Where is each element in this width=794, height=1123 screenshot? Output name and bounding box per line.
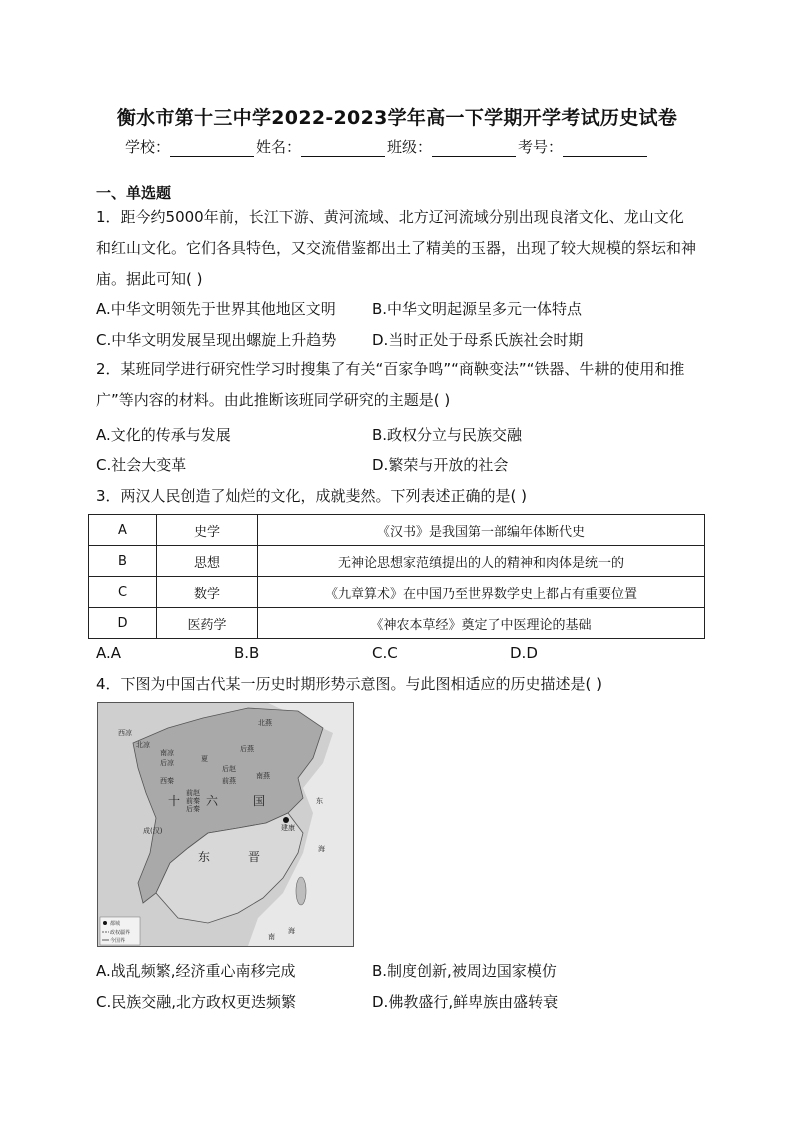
map-label: 西秦 xyxy=(160,777,174,785)
map-label: 海 xyxy=(288,927,295,935)
table-cell: 无神论思想家范缜提出的人的精神和肉体是统一的 xyxy=(258,546,705,577)
map-label: 北凉 xyxy=(136,741,150,749)
q1-option-d[interactable]: D.当时正处于母系氏族社会时期 xyxy=(372,331,584,349)
table-cell: 医药学 xyxy=(157,608,258,639)
table-cell: C xyxy=(89,577,157,608)
map-label: 海 xyxy=(318,845,325,853)
q1-option-a[interactable]: A.中华文明领先于世界其他地区文明 xyxy=(96,300,336,318)
table-cell: A xyxy=(89,515,157,546)
table-cell: 数学 xyxy=(157,577,258,608)
question-3-stem: 3．两汉人民创造了灿烂的文化，成就斐然。下列表述正确的是( ) xyxy=(96,487,528,505)
q3-table xyxy=(88,514,705,639)
section-heading: 一、单选题 xyxy=(96,184,172,202)
q1-option-c[interactable]: C.中华文明发展呈现出螺旋上升趋势 xyxy=(96,331,337,349)
number-label: 考号： xyxy=(518,138,564,156)
historical-map xyxy=(97,702,354,947)
map-label: 晋 xyxy=(248,850,261,864)
q2-option-d[interactable]: D.繁荣与开放的社会 xyxy=(372,456,509,474)
name-label: 姓名： xyxy=(256,138,302,156)
map-label: 成(汉) xyxy=(143,827,163,835)
map-label: 后秦 xyxy=(186,805,200,813)
map-label: 南 xyxy=(268,933,275,941)
table-cell: 《汉书》是我国第一部编年体断代史 xyxy=(258,515,705,546)
q1-option-b[interactable]: B.中华文明起源呈多元一体特点 xyxy=(372,300,583,318)
map-label: 国 xyxy=(253,794,266,808)
legend-capital-icon xyxy=(103,921,107,925)
map-label: 东 xyxy=(198,850,211,864)
question-4-stem: 4．下图为中国古代某一历史时期形势示意图。与此图相适应的历史描述是( ) xyxy=(96,675,603,693)
capital-jiankang-icon xyxy=(283,817,289,823)
table-cell: B xyxy=(89,546,157,577)
legend-label: 都城 xyxy=(110,921,121,927)
q2-option-a[interactable]: A.文化的传承与发展 xyxy=(96,426,231,444)
student-info-line xyxy=(125,136,649,157)
table-cell: 《九章算术》在中国乃至世界数学史上都占有重要位置 xyxy=(258,577,705,608)
class-label: 班级： xyxy=(387,138,433,156)
table-row xyxy=(89,608,705,639)
question-2-stem: 2．某班同学进行研究性学习时搜集了有关“百家争鸣”“商鞅变法”“铁器、牛耕的使用和推广”等内容的材料。由此推断该班同学研究的主题是( ) xyxy=(96,360,685,409)
q4-option-c[interactable]: C.民族交融,北方政权更迭频繁 xyxy=(96,993,297,1011)
table-row xyxy=(89,577,705,608)
question-1-stem: 1．距今约5000年前，长江下游、黄河流域、北方辽河流域分别出现良渚文化、龙山文化和红山文化。它们各具特色，又交流借鉴都出土了精美的玉器，出现了较大规模的祭坛和神庙。据此可知( ) xyxy=(96,208,697,288)
map-label: 前燕 xyxy=(222,777,236,785)
q3-option-c[interactable]: C.C xyxy=(372,644,398,662)
map-label: 西凉 xyxy=(118,729,132,737)
q4-option-d[interactable]: D.佛教盛行,鲜卑族由盛转衰 xyxy=(372,993,559,1011)
number-blank[interactable] xyxy=(563,140,647,157)
q3-option-a[interactable]: A.A xyxy=(96,644,122,662)
school-label: 学校： xyxy=(125,138,171,156)
q4-option-a[interactable]: A.战乱频繁,经济重心南移完成 xyxy=(96,962,296,980)
q3-option-d[interactable]: D.D xyxy=(510,644,538,662)
map-label: 后赵 xyxy=(222,765,236,773)
map-label: 南燕 xyxy=(256,772,270,780)
map-label: 北燕 xyxy=(258,719,272,727)
map-label: 建康 xyxy=(281,824,295,832)
map-label: 后燕 xyxy=(240,745,254,753)
map-label: 南凉 xyxy=(160,749,174,757)
name-blank[interactable] xyxy=(301,140,385,157)
map-label: 十 xyxy=(168,794,181,808)
map-legend xyxy=(100,917,140,945)
table-cell: D xyxy=(89,608,157,639)
table-cell: 史学 xyxy=(157,515,258,546)
map-svg xyxy=(98,703,353,946)
map-label: 东 xyxy=(316,797,323,805)
map-label: 后凉 xyxy=(160,759,174,767)
class-blank[interactable] xyxy=(432,140,516,157)
q4-option-b[interactable]: B.制度创新,被周边国家模仿 xyxy=(372,962,557,980)
map-label: 夏 xyxy=(201,755,208,763)
table-row xyxy=(89,546,705,577)
map-label: 前赵 xyxy=(186,789,200,797)
table-cell: 思想 xyxy=(157,546,258,577)
taiwan-island xyxy=(296,877,306,905)
legend-label: 今国界 xyxy=(110,938,126,944)
school-blank[interactable] xyxy=(170,140,254,157)
q2-option-c[interactable]: C.社会大变革 xyxy=(96,456,187,474)
map-label: 前秦 xyxy=(186,797,200,805)
map-label: 六 xyxy=(206,794,219,808)
table-row xyxy=(89,515,705,546)
q2-option-b[interactable]: B.政权分立与民族交融 xyxy=(372,426,523,444)
table-cell: 《神农本草经》奠定了中医理论的基础 xyxy=(258,608,705,639)
legend-label: 政权疆界 xyxy=(110,930,131,936)
page-title: 衡水市第十三中学2022-2023学年高一下学期开学考试历史试卷 xyxy=(116,107,678,129)
q3-option-b[interactable]: B.B xyxy=(234,644,260,662)
